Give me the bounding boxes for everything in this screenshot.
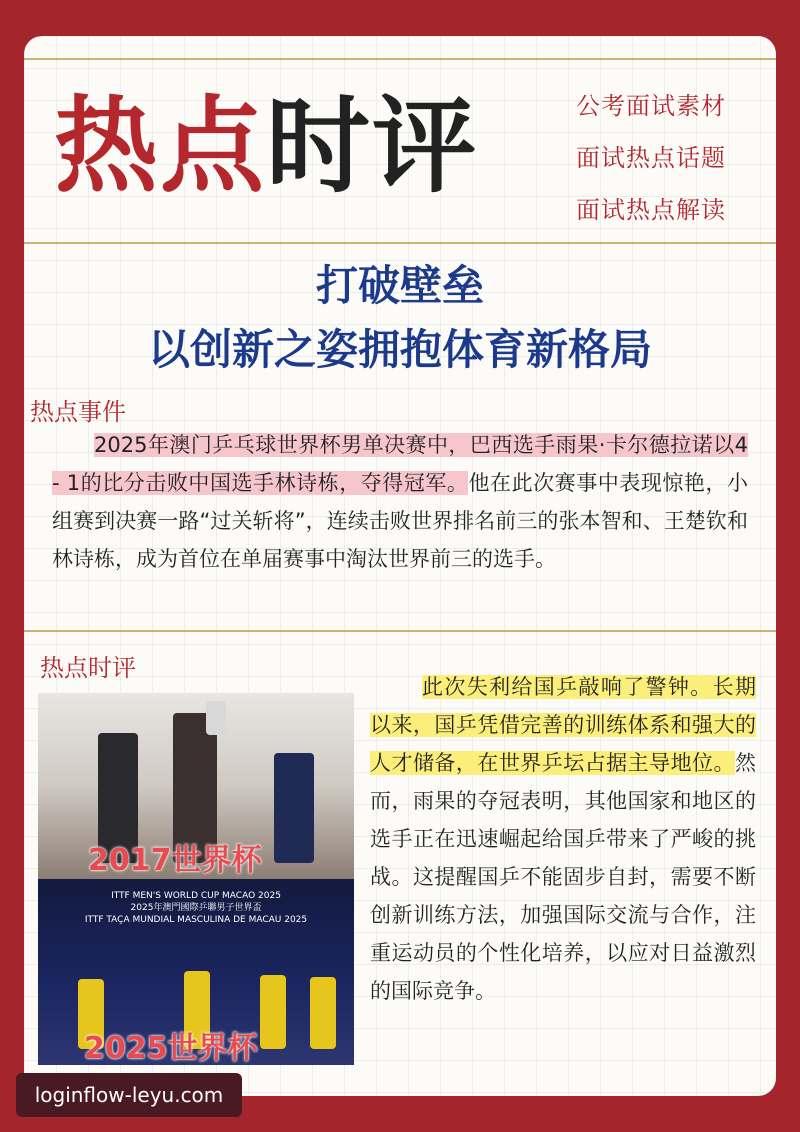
header-rule	[24, 242, 776, 244]
page-title	[54, 86, 478, 206]
side-tags	[576, 80, 726, 236]
photo-caption-2017: 2017世界杯	[88, 843, 262, 878]
event-label: 热点事件	[30, 398, 126, 426]
event-text: 他在此次赛事中表现惊艳，小组赛到决赛一路“过关斩将”，连续击败世界排名前三的张本智和、王楚钦和林诗栋，成为首位在单届赛事中淘汰世界前三的选手。	[52, 471, 748, 571]
commentary-label: 热点时评	[40, 654, 136, 682]
title-part-red: 热点	[54, 85, 267, 207]
event-highlight: 2025年澳门乒乓球世界杯男单决赛中，巴西选手雨果·卡尔德拉诺以4 - 1的比分击败中国选手林诗栋，夺得冠军。	[52, 433, 748, 495]
tag-2: 面试热点话题	[576, 144, 726, 172]
player-figure	[274, 753, 314, 863]
player-figure	[310, 977, 336, 1049]
site-watermark: loginflow-leyu.com	[16, 1073, 242, 1117]
title-part-black: 时评	[266, 85, 479, 207]
banner-line-3: ITTF TAÇA MUNDIAL MASCULINA DE MACAU 2025	[84, 915, 308, 925]
player-figure	[260, 975, 286, 1049]
section-rule	[24, 630, 776, 632]
article-card	[24, 36, 776, 1096]
banner-line-2: 2025年澳門國際乒聯男子世界盃	[130, 903, 262, 913]
commentary-paragraph	[370, 668, 756, 1010]
commentary-text: 然而，雨果的夺冠表明，其他国家和地区的选手正在迅速崛起给国乒带来了严峻的挑战。这提醒国乒不能固步自封，需要不断创新训练方法，加强国际交流与合作，注重运动员的个性化培养，以应对日益激烈的国际竞争。	[370, 751, 756, 1003]
event-photo-collage	[38, 693, 354, 1065]
headline-line-2: 以创新之姿拥抱体育新格局	[147, 325, 652, 374]
headline-line-1: 打破壁垒	[315, 261, 484, 310]
trophy-icon	[206, 701, 226, 735]
commentary-highlight: 此次失利给国乒敲响了警钟。长期以来，国乒凭借完善的训练体系和强大的人才储备，在世界乒坛占据主导地位。	[370, 675, 756, 775]
banner-line-1: ITTF MEN'S WORLD CUP MACAO 2025	[111, 891, 281, 901]
top-rule	[24, 58, 776, 60]
tag-3: 面试热点解读	[576, 196, 726, 224]
tag-1: 公考面试素材	[576, 92, 726, 120]
event-paragraph	[52, 426, 748, 578]
photo-caption-2025: 2025世界杯	[84, 1031, 258, 1065]
